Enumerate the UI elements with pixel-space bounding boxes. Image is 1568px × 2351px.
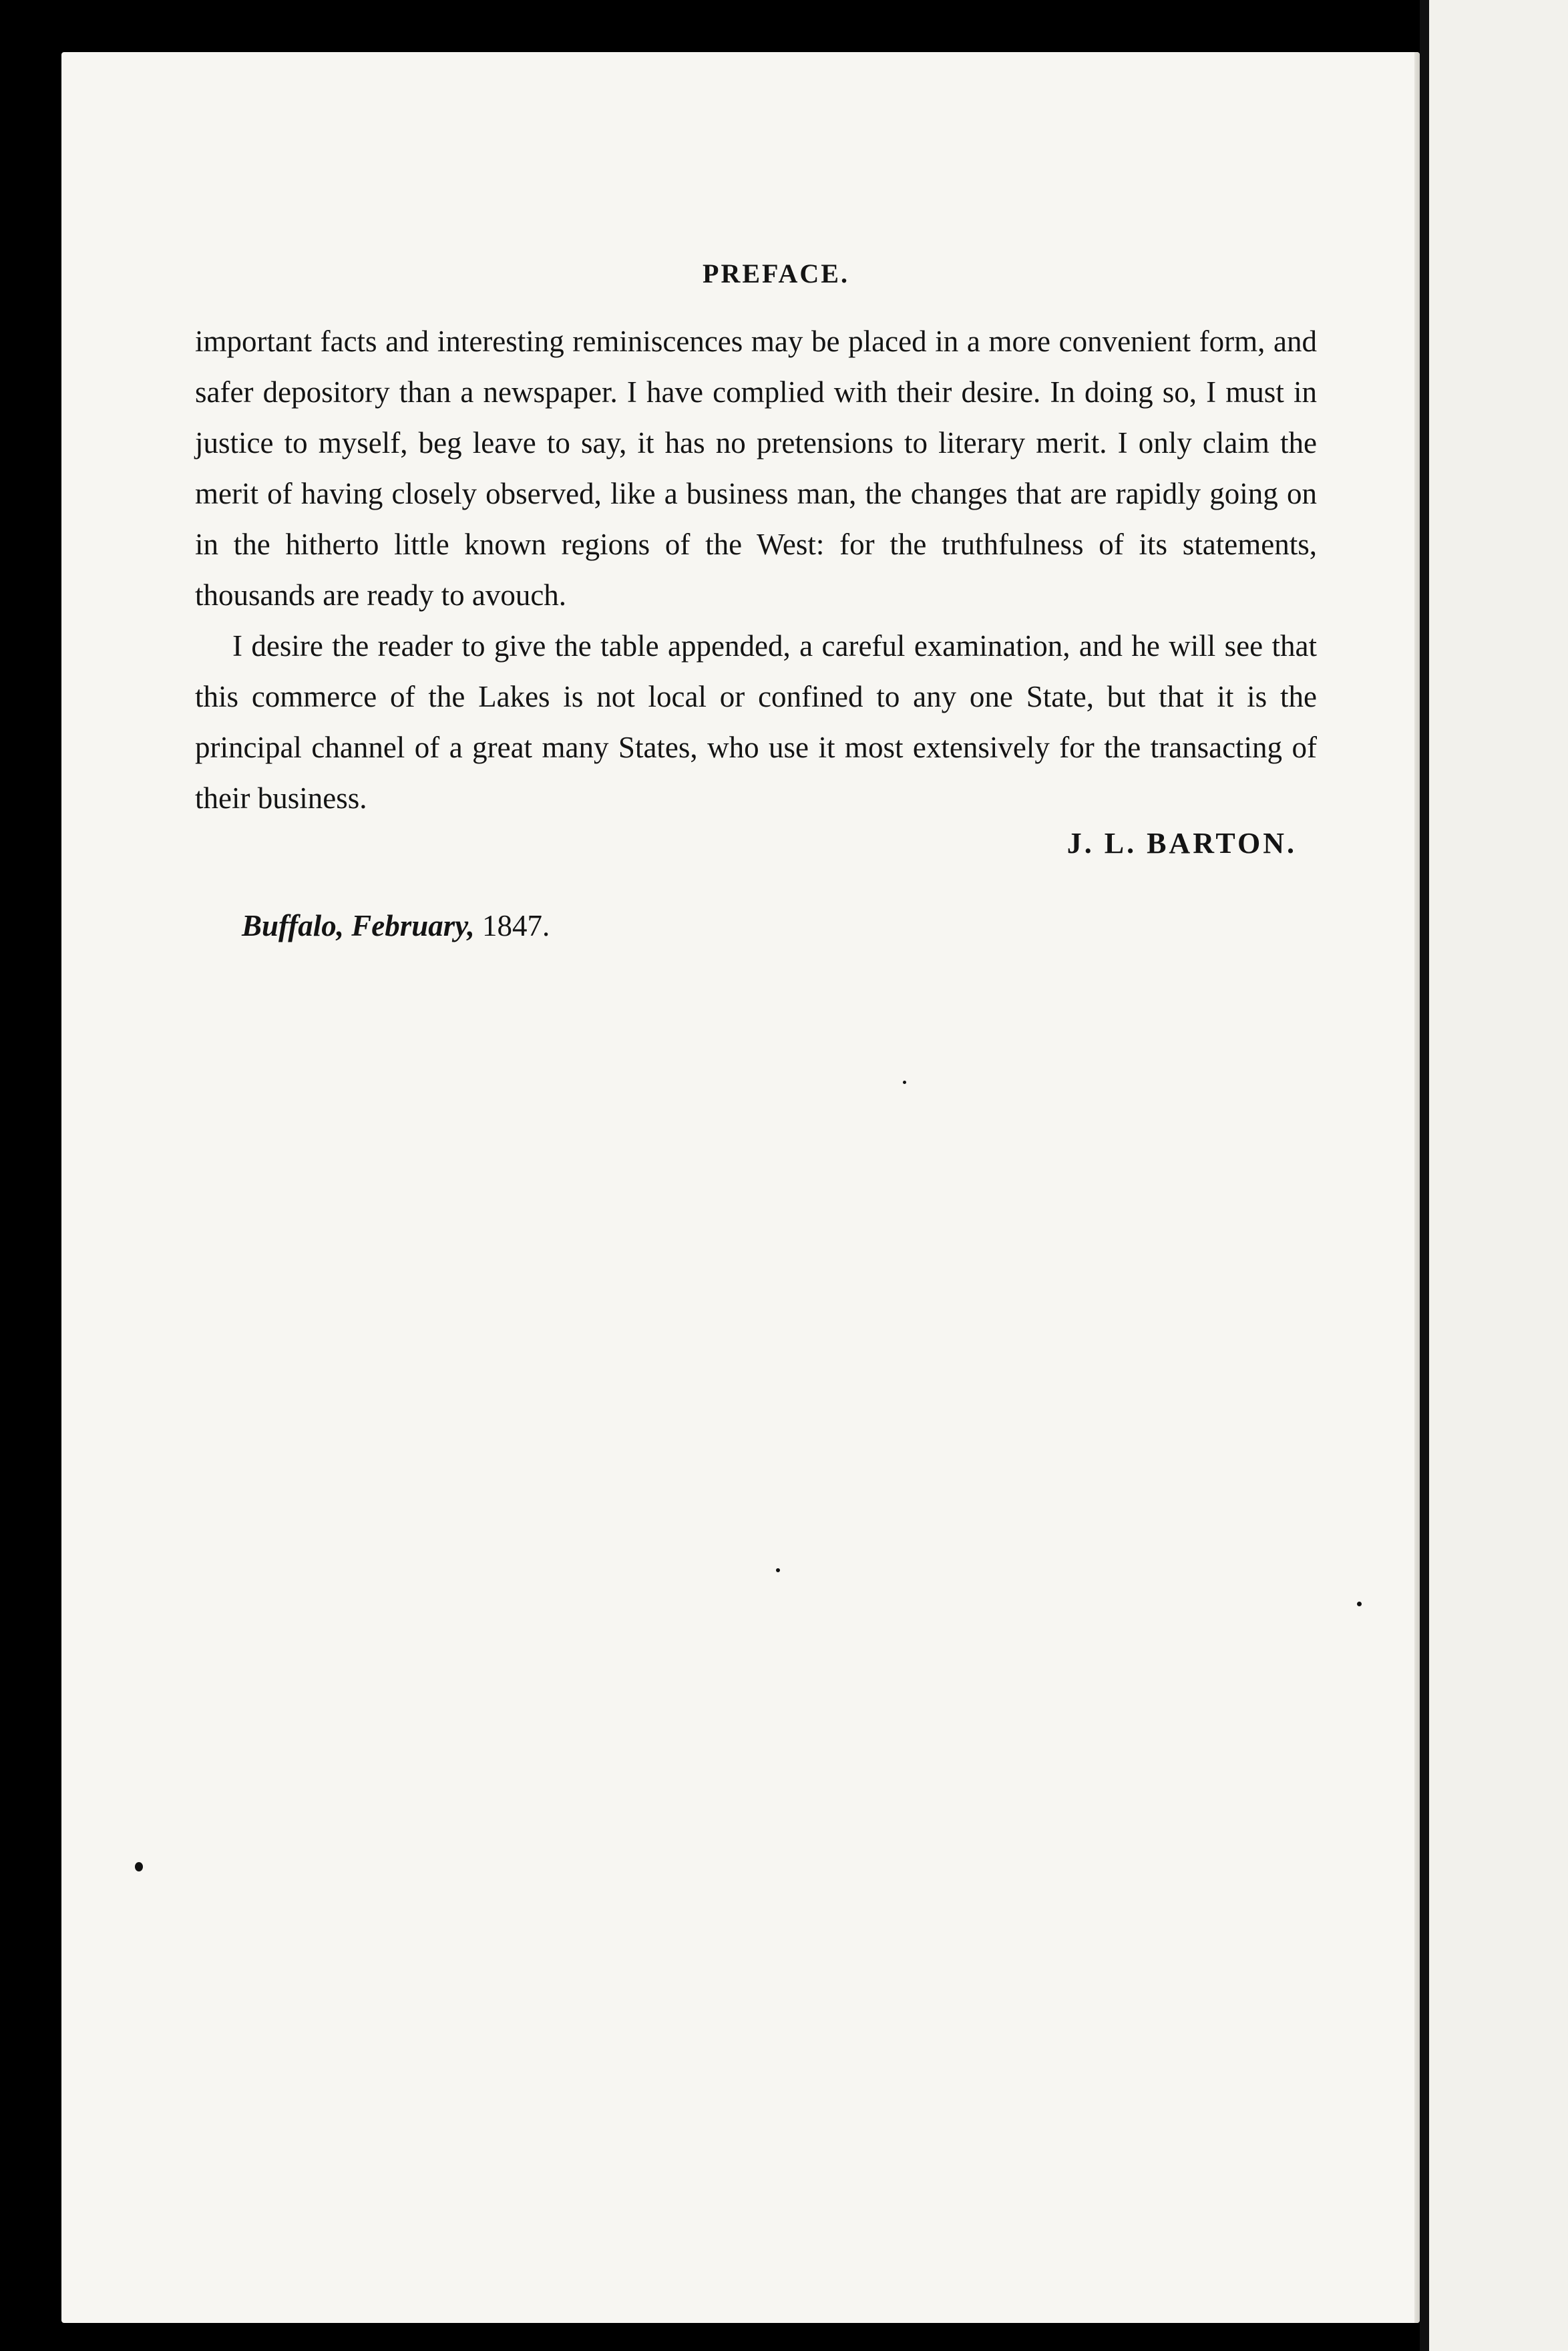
page-gutter-shadow xyxy=(1420,0,1429,2351)
dateline xyxy=(195,908,1317,943)
dateline-place: Buffalo, February, xyxy=(242,909,475,942)
document-page xyxy=(61,52,1420,2323)
scan-speck xyxy=(1357,1602,1362,1606)
author-signature: J. L. BARTON. xyxy=(1066,827,1297,860)
running-head: PREFACE. xyxy=(703,258,849,289)
scan-speck xyxy=(135,1862,143,1871)
facing-page-edge xyxy=(1429,0,1568,2351)
page-fold-edge xyxy=(1414,52,1420,2323)
scan-speck xyxy=(903,1081,906,1084)
page-content xyxy=(195,206,1317,943)
dateline-year: 1847. xyxy=(482,909,550,942)
preface-paragraph-2: I desire the reader to give the table appended, a careful examination, and he will see that this commerce of the Lakes is not local or confined to any one State, but that it is the principal channel of a great many States, who use it most extensively for the transacting of their business. xyxy=(195,629,1317,815)
preface-paragraph-1: important facts and interesting reminiscences may be placed in a more convenient form, and safer depository than a newspaper. I have complied with their desire. In doing so, I must in justice to myself, beg leave to say, it has no pretensions to literary merit. I only claim the merit of having closely observed, like a business man, the changes that are rapidly going on in the hitherto little known regions of the West: for the truthfulness of its statements, thousands are ready to avouch. xyxy=(195,325,1317,612)
scan-speck xyxy=(776,1568,780,1572)
